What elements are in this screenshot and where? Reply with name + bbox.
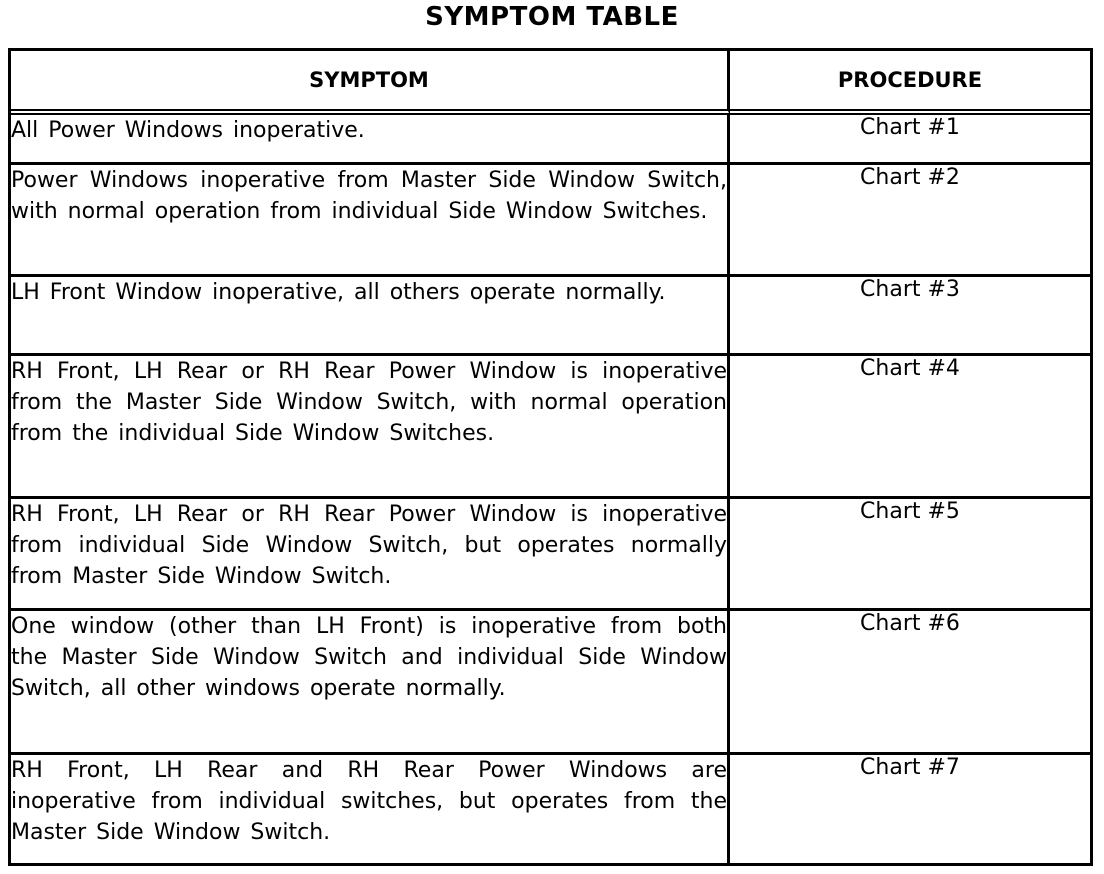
symptom-cell: Power Windows inoperative from Master Side Window Switch, with normal operation from individual Side Window Switches. <box>11 165 730 276</box>
table-row <box>11 115 1090 165</box>
procedure-cell: Chart #1 <box>730 115 1090 165</box>
symptom-cell: RH Front, LH Rear or RH Rear Power Window is inoperative from the Master Side Window Switch, with normal operation from the individual Side Window Switches. <box>11 356 730 500</box>
procedure-cell: Chart #6 <box>730 611 1090 755</box>
table-row <box>11 499 1090 610</box>
page-title: SYMPTOM TABLE <box>425 2 679 32</box>
symptom-cell: RH Front, LH Rear and RH Rear Power Windows are inoperative from individual switches, but operates from the Master Side Window Switch. <box>11 755 730 863</box>
procedure-cell: Chart #5 <box>730 499 1090 610</box>
table-row <box>11 277 1090 356</box>
column-header-symptom: SYMPTOM <box>11 51 730 115</box>
procedure-cell: Chart #2 <box>730 165 1090 276</box>
symptom-cell: RH Front, LH Rear or RH Rear Power Window is inoperative from individual Side Window Switch, but operates normally from Master Side Window Switch. <box>11 499 730 610</box>
table-row <box>11 611 1090 755</box>
table-row <box>11 356 1090 500</box>
procedure-cell: Chart #4 <box>730 356 1090 500</box>
table-header-row <box>11 51 1090 115</box>
table-row <box>11 165 1090 276</box>
symptom-table <box>8 48 1093 866</box>
symptom-cell: All Power Windows inoperative. <box>11 115 730 165</box>
table-row <box>11 755 1090 863</box>
symptom-cell: LH Front Window inoperative, all others operate normally. <box>11 277 730 356</box>
column-header-procedure: PROCEDURE <box>730 51 1090 115</box>
procedure-cell: Chart #3 <box>730 277 1090 356</box>
symptom-cell: One window (other than LH Front) is inoperative from both the Master Side Window Switch and individual Side Window Switch, all other windows operate normally. <box>11 611 730 755</box>
procedure-cell: Chart #7 <box>860 754 960 780</box>
